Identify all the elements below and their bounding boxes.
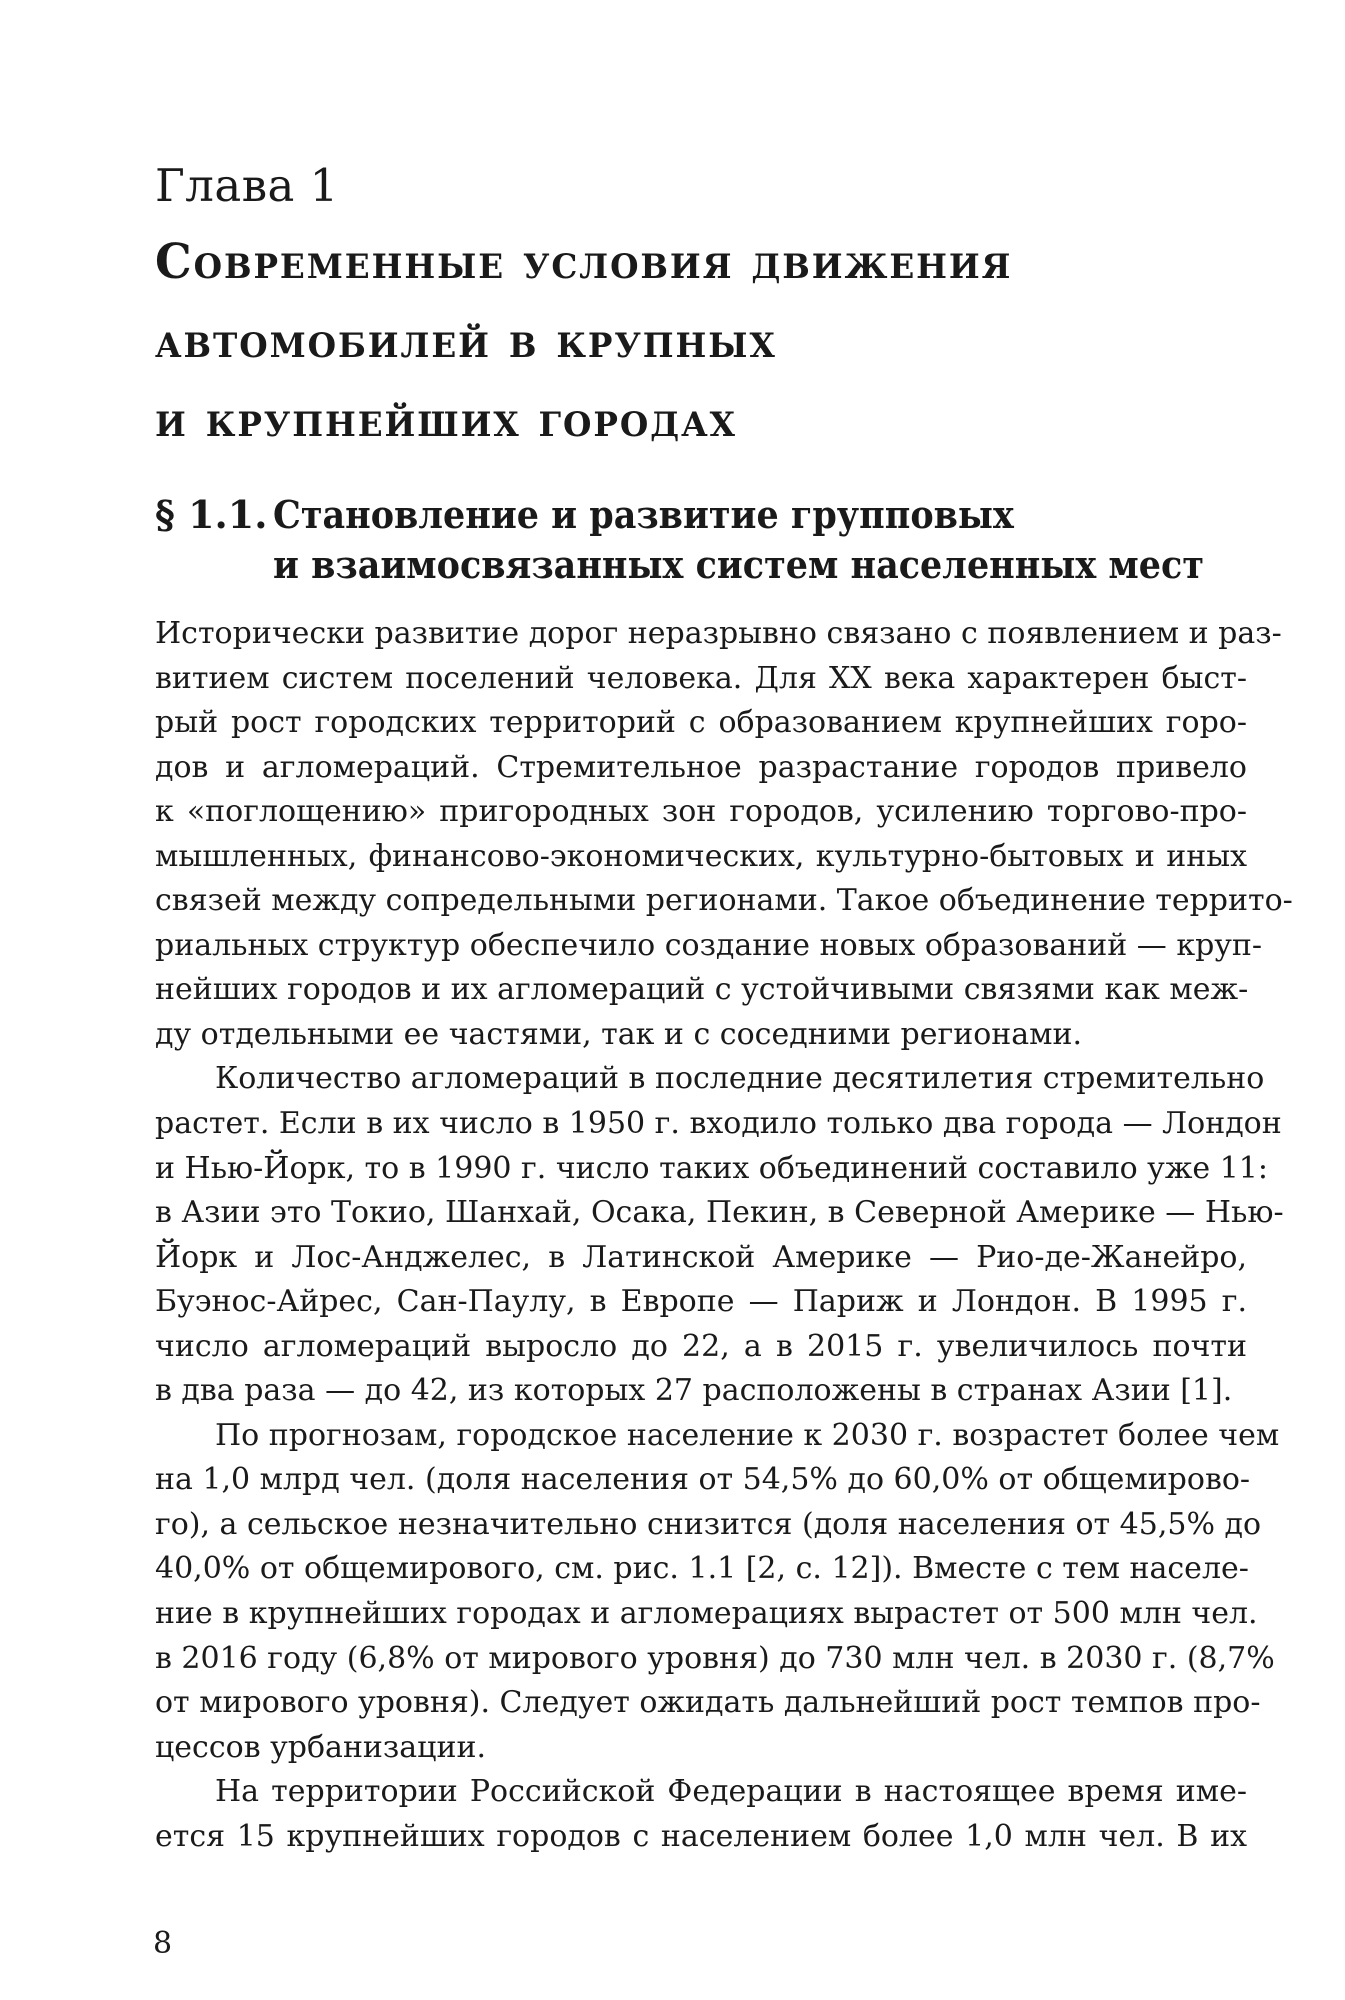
text-line: витием систем поселений человека. Для XX века характерен быст-: [155, 660, 1247, 696]
text-line: ние в крупнейших городах и агломерациях вырастет от 500 млн чел.: [155, 1596, 1258, 1632]
text-line: риальных структур обеспечило создание новых образований — круп-: [155, 927, 1263, 963]
text-line: связей между сопредельными регионами. Такое объединение террито-: [155, 883, 1293, 919]
text-line: На территории Российской Федерации в настоящее время име-: [215, 1774, 1247, 1810]
text-line: в Азии это Токио, Шанхай, Осака, Пекин, в Северной Америке — Нью-: [155, 1195, 1284, 1231]
chapter-label: Глава 1: [155, 159, 339, 212]
text-line: растет. Если в их число в 1950 г. входило только два города — Лондон: [155, 1106, 1282, 1142]
text-line: го), а сельское незначительно снизится (доля населения от 45,5% до: [155, 1506, 1262, 1542]
section-title-line: и взаимосвязанных систем населенных мест: [273, 542, 1204, 587]
text-line: цессов урбанизации.: [155, 1729, 486, 1765]
page-number: 8: [153, 1926, 173, 1961]
section-number: § 1.1.: [155, 492, 268, 537]
chapter-title-line: и крупнейших городах: [155, 392, 737, 448]
text-line: рый рост городских территорий с образованием крупнейших горо-: [155, 705, 1247, 741]
text-line: в 2016 году (6,8% от мирового уровня) до 730 млн чел. в 2030 г. (8,7%: [155, 1640, 1275, 1676]
text-line: Количество агломераций в последние десятилетия стремительно: [215, 1061, 1265, 1097]
text-line: мышленных, финансово-экономических, культурно-бытовых и иных: [155, 838, 1247, 874]
text-line: и Нью-Йорк, то в 1990 г. число таких объединений составило уже 11:: [155, 1150, 1269, 1186]
text-line: на 1,0 млрд чел. (доля населения от 54,5% до 60,0% от общемирово-: [155, 1462, 1251, 1498]
text-line: от мирового уровня). Следует ожидать дальнейший рост темпов про-: [155, 1685, 1261, 1721]
text-line: 40,0% от общемирового, см. рис. 1.1 [2, с. 12]). Вместе с тем населе-: [155, 1551, 1249, 1587]
text-line: По прогнозам, городское население к 2030 г. возрастет более чем: [215, 1417, 1280, 1453]
text-line: Йорк и Лос-Анджелес, в Латинской Америке — Рио-де-Жанейро,: [155, 1239, 1247, 1275]
text-line: ду отдельными ее частями, так и с соседними регионами.: [155, 1016, 1083, 1052]
text-line: Буэнос-Айрес, Сан-Паулу, в Европе — Париж и Лондон. В 1995 г.: [155, 1284, 1247, 1320]
text-line: в два раза — до 42, из которых 27 расположены в странах Азии [1].: [155, 1373, 1233, 1409]
section-title: [273, 490, 1204, 590]
text-line: дов и агломераций. Стремительное разрастание городов привело: [155, 749, 1247, 785]
chapter-title-line: Современные условия движения: [155, 234, 1013, 290]
chapter-title: [155, 223, 1175, 460]
chapter-title-line: автомобилей в крупных: [155, 313, 777, 369]
text-line: к «поглощению» пригородных зон городов, усилению торгово-про-: [155, 794, 1247, 830]
body-text: [155, 612, 1293, 1859]
text-line: нейших городов и их агломераций с устойчивыми связями как меж-: [155, 972, 1249, 1008]
text-line: Исторически развитие дорог неразрывно связано с появлением и раз-: [155, 616, 1282, 651]
text-line: число агломераций выросло до 22, а в 2015 г. увеличилось почти: [155, 1328, 1247, 1364]
section-title-line: Становление и развитие групповых: [273, 492, 1014, 537]
text-line: ется 15 крупнейших городов с населением более 1,0 млн чел. В их: [155, 1818, 1247, 1854]
